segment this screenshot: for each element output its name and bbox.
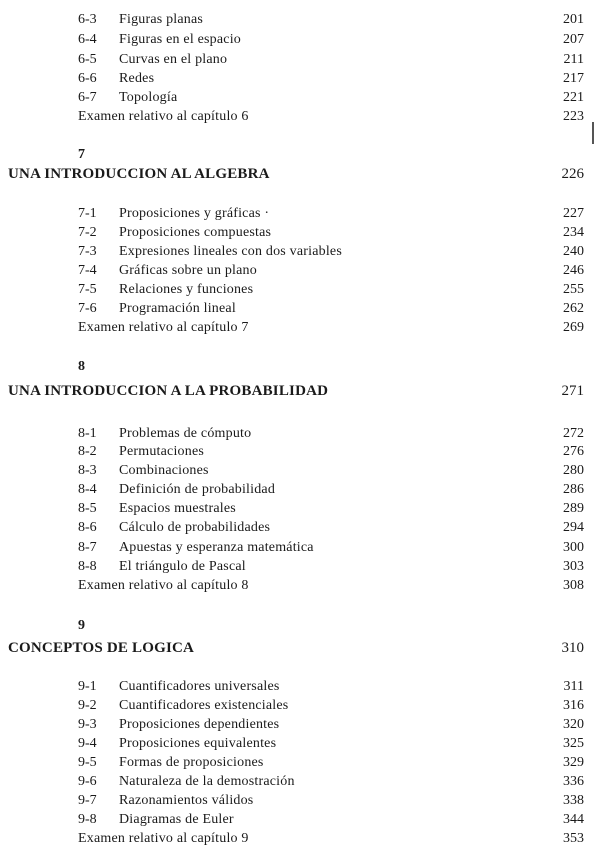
entry-page: 227 [563, 206, 584, 221]
entry-page: 234 [563, 225, 584, 240]
toc-entry [0, 557, 600, 577]
entry-number: 8-6 [78, 520, 97, 535]
toc-entry [0, 480, 600, 500]
exam-title: Examen relativo al capítulo 9 [78, 831, 249, 846]
toc-entry [0, 810, 600, 830]
entry-page: 338 [563, 793, 584, 808]
toc-entry [0, 242, 600, 262]
entry-number: 9-6 [78, 774, 97, 789]
margin-mark [592, 122, 594, 144]
entry-number: 7-4 [78, 263, 97, 278]
chapter-exam-entry [0, 318, 600, 338]
entry-number: 8-5 [78, 501, 97, 516]
entry-number: 9-7 [78, 793, 97, 808]
chapter-number: 7 [78, 147, 85, 162]
exam-page: 269 [563, 320, 584, 335]
chapter-heading [0, 163, 600, 185]
entry-page: 303 [563, 559, 584, 574]
entry-number: 9-5 [78, 755, 97, 770]
chapter-heading [0, 637, 600, 659]
entry-title: Topología [119, 90, 178, 105]
entry-title: Proposiciones compuestas [119, 225, 272, 240]
toc-entry [0, 280, 600, 300]
entry-title: Expresiones lineales con dos variables [119, 244, 342, 259]
entry-title: Cuantificadores existenciales [119, 698, 289, 713]
chapter-number: 9 [78, 618, 85, 633]
entry-title: Apuestas y esperanza matemática [119, 540, 314, 555]
entry-number: 8-2 [78, 444, 97, 459]
exam-title: Examen relativo al capítulo 7 [78, 320, 249, 335]
entry-title: Naturaleza de la demostración [119, 774, 295, 789]
chapter-page: 271 [561, 383, 584, 399]
entry-number: 8-8 [78, 559, 97, 574]
entry-title: Diagramas de Euler [119, 812, 234, 827]
toc-entry [0, 791, 600, 811]
entry-title: Cuantificadores universales [119, 679, 280, 694]
entry-title: Curvas en el plano [119, 52, 228, 67]
entry-title: Combinaciones [119, 463, 209, 478]
entry-page: 325 [563, 736, 584, 751]
entry-title: Formas de proposiciones [119, 755, 264, 770]
toc-entry [0, 715, 600, 735]
entry-page: 221 [563, 90, 584, 105]
entry-number: 7-2 [78, 225, 97, 240]
entry-number: 6-3 [78, 12, 97, 27]
exam-page: 223 [563, 109, 584, 124]
entry-number: 6-7 [78, 90, 97, 105]
toc-entry [0, 10, 600, 30]
entry-number: 6-4 [78, 32, 97, 47]
entry-page: 294 [563, 520, 584, 535]
toc-entry [0, 442, 600, 462]
entry-title: Razonamientos válidos [119, 793, 254, 808]
entry-page: 207 [563, 32, 584, 47]
entry-title: Problemas de cómputo [119, 426, 252, 441]
chapter-title: CONCEPTOS DE LOGICA [8, 640, 195, 656]
entry-title: Cálculo de probabilidades [119, 520, 271, 535]
entry-number: 9-2 [78, 698, 97, 713]
entry-title: Permutaciones [119, 444, 205, 459]
entry-number: 8-7 [78, 540, 97, 555]
entry-number: 7-6 [78, 301, 97, 316]
entry-number: 8-4 [78, 482, 97, 497]
chapter-exam-entry [0, 576, 600, 596]
entry-page: 316 [563, 698, 584, 713]
chapter-title: UNA INTRODUCCION AL ALGEBRA [8, 166, 270, 182]
entry-page: 280 [563, 463, 584, 478]
entry-page: 262 [563, 301, 584, 316]
toc-entry [0, 299, 600, 319]
entry-page: 336 [563, 774, 584, 789]
exam-title: Examen relativo al capítulo 6 [78, 109, 249, 124]
toc-entry [0, 461, 600, 481]
entry-page: 276 [563, 444, 584, 459]
toc-entry [0, 69, 600, 89]
entry-number: 6-5 [78, 52, 97, 67]
toc-entry [0, 88, 600, 108]
toc-entry [0, 734, 600, 754]
entry-number: 9-4 [78, 736, 97, 751]
entry-title: Redes [119, 71, 155, 86]
entry-title: El triángulo de Pascal [119, 559, 246, 574]
entry-title: Relaciones y funciones [119, 282, 254, 297]
exam-page: 353 [563, 831, 584, 846]
toc-entry [0, 518, 600, 538]
chapter-page: 226 [561, 166, 584, 182]
entry-number: 6-6 [78, 71, 97, 86]
toc-entry [0, 261, 600, 281]
entry-page: 344 [563, 812, 584, 827]
entry-title: Espacios muestrales [119, 501, 236, 516]
entry-title: Figuras en el espacio [119, 32, 241, 47]
entry-page: 255 [563, 282, 584, 297]
toc-entry [0, 538, 600, 558]
toc-entry [0, 696, 600, 716]
entry-page: 217 [563, 71, 584, 86]
entry-page: 211 [563, 52, 584, 67]
entry-title: Proposiciones equivalentes [119, 736, 277, 751]
chapter-page: 310 [561, 640, 584, 656]
entry-page: 329 [563, 755, 584, 770]
toc-entry [0, 50, 600, 70]
toc-entry [0, 753, 600, 773]
chapter-exam-entry [0, 829, 600, 849]
entry-number: 9-8 [78, 812, 97, 827]
entry-title: Definición de probabilidad [119, 482, 276, 497]
exam-page: 308 [563, 578, 584, 593]
entry-page: 286 [563, 482, 584, 497]
entry-title: Gráficas sobre un plano [119, 263, 257, 278]
entry-number: 7-3 [78, 244, 97, 259]
toc-entry [0, 424, 600, 444]
toc-entry [0, 30, 600, 50]
chapter-number: 8 [78, 359, 85, 374]
entry-number: 7-5 [78, 282, 97, 297]
entry-page: 201 [563, 12, 584, 27]
entry-number: 8-1 [78, 426, 97, 441]
entry-title: Figuras planas [119, 12, 204, 27]
entry-page: 289 [563, 501, 584, 516]
entry-number: 7-1 [78, 206, 97, 221]
entry-number: 9-3 [78, 717, 97, 732]
toc-entry [0, 499, 600, 519]
exam-title: Examen relativo al capítulo 8 [78, 578, 249, 593]
toc-entry [0, 677, 600, 697]
entry-page: 240 [563, 244, 584, 259]
entry-page: 320 [563, 717, 584, 732]
chapter-title: UNA INTRODUCCION A LA PROBABILIDAD [8, 383, 329, 399]
entry-page: 300 [563, 540, 584, 555]
entry-title: Proposiciones y gráficas · [119, 206, 270, 221]
entry-page: 272 [563, 426, 584, 441]
entry-number: 8-3 [78, 463, 97, 478]
chapter-heading [0, 380, 600, 402]
entry-number: 9-1 [78, 679, 97, 694]
toc-entry [0, 772, 600, 792]
chapter-exam-entry [0, 107, 600, 127]
entry-title: Programación lineal [119, 301, 236, 316]
entry-page: 311 [563, 679, 584, 694]
toc-entry [0, 204, 600, 224]
entry-title: Proposiciones dependientes [119, 717, 280, 732]
entry-page: 246 [563, 263, 584, 278]
toc-entry [0, 223, 600, 243]
